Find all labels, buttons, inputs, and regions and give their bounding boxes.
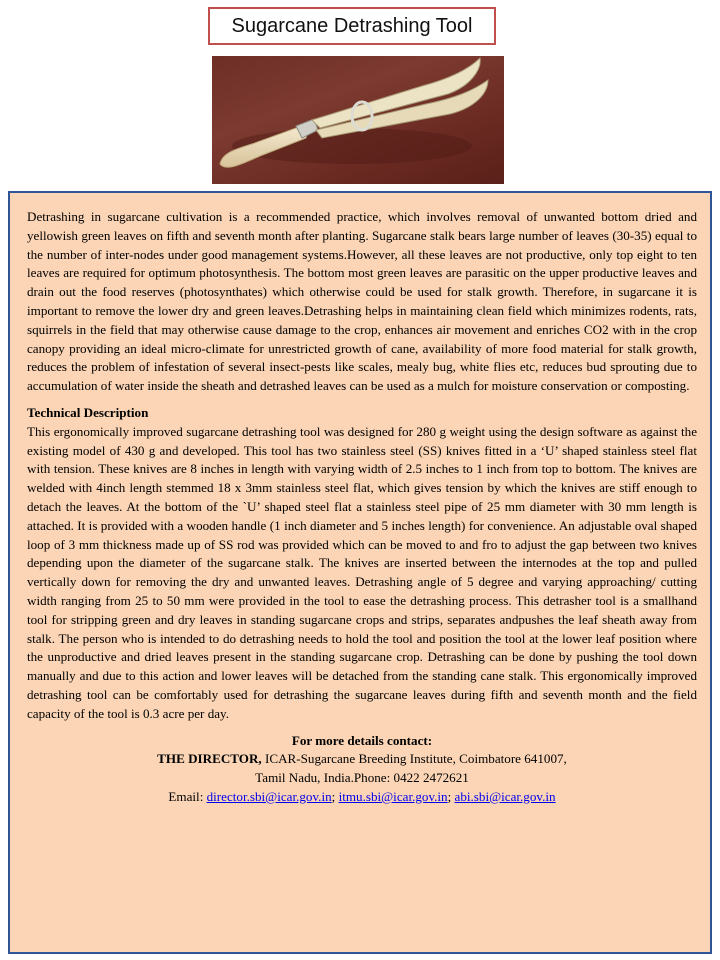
contact-org-line — [27, 750, 697, 769]
email-label: Email: — [168, 788, 207, 804]
contact-org-rest: ICAR-Sugarcane Breeding Institute, Coimbatore 641007, — [261, 751, 567, 767]
contact-email-line — [27, 788, 697, 807]
detrashing-tool-photo — [212, 56, 504, 184]
technical-heading: Technical Description — [27, 404, 149, 420]
email-link-itmu[interactable]: itmu.sbi@icar.gov.in — [338, 788, 448, 804]
email-separator: ; — [331, 788, 339, 804]
detrashing-tool-illustration — [212, 56, 504, 184]
email-link-abi[interactable]: abi.sbi@icar.gov.in — [454, 788, 556, 804]
contact-org-bold: THE DIRECTOR, — [157, 751, 262, 767]
page-title: Sugarcane Detrashing Tool — [231, 14, 473, 37]
contact-address-line: Tamil Nadu, India.Phone: 0422 2472621 — [255, 770, 469, 786]
description-content — [27, 208, 697, 807]
technical-paragraph: This ergonomically improved sugarcane detrashing tool was designed for 280 g weight using the design software as against the existing model of 430 g and developed. This tool has two stainless steel (SS) knives fitted in a ‘U’ shaped stainless steel flat with tension. These knives are 8 inches in length with varying width of 2.5 inches to 1 inch from top to bottom. The knives are welded with 4inch length stemmed 18 x 3mm stainless steel flat, which gives tension by which the knives are stiff enough to detach the leaves. At the bottom of the `U’ shaped steel flat a stainless steel pipe of 25 mm diameter with 30 mm length is attached. It is provided with a wooden handle (1 inch diameter and 5 inches length) for convenience. An adjustable oval shaped loop of 3 mm thickness made up of SS rod was provided which can be moved to and fro to adjust the gap between two knives depending upon the diameter of the sugarcane stalk. The knives are inserted between the internodes at the top and pulled vertically down for removing the dry and unwanted leaves. Detrashing angle of 5 degree and varying approaching/ cutting width ranging from 25 to 50 mm were provided in the tool to ease the detrashing process. This detrasher tool is a smallhand tool for stripping green and dry leaves in standing sugarcane crops and strips, separates andpushes the leaf sheath away from stalk. The person who is intended to do detrashing needs to hold the tool and position the tool at the lower leaf position where the unproductive and dried leaves present in the standing sugarcane crop. Detrashing can be done by pushing the tool down manually and due to this action and lower leaves will be detached from the standing cane stalk. This ergonomically improved detrashing tool can be comfortably used for detrashing the sugarcane leaves during fifth and seventh month and the field capacity of the tool is 0.3 acre per day. — [27, 423, 697, 721]
description-box — [8, 191, 712, 954]
title-box — [208, 7, 496, 45]
email-separator: ; — [447, 788, 455, 804]
email-link-director[interactable]: director.sbi@icar.gov.in — [206, 788, 332, 804]
contact-heading: For more details contact: — [291, 732, 433, 748]
intro-paragraph: Detrashing in sugarcane cultivation is a recommended practice, which involves removal of unwanted bottom dried and yellowish green leaves on fifth and seventh month after planting. Sugarcane stalk bears large number of leaves (30-35) equal to the number of inter-nodes under good management systems.However, all these leaves are not productive, only top eight to ten leaves are required for optimum photosynthesis. The bottom most green leaves are parasitic on the upper productive leaves and drain out the food reserves (photosynthates) which otherwise could be used for stalk growth. Therefore, in sugarcane it is important to remove the lower dry and green leaves.Detrashing helps in maintaining clean field which minimizes rodents, rats, squirrels in the field that may otherwise cause damage to the crop, enhances air movement and enriches CO2 with in the crop canopy providing an ideal micro-climate for unrestricted growth of cane, availability of more food material for stalk growth, reduces the problem of infestation of several insect-pests like scales, mealy bug, white flies etc, reduces bud sprouting due to accumulation of water inside the sheath and detrashed leaves can be used as a mulch for moisture conservation or composting. — [27, 209, 697, 394]
contact-section — [27, 732, 697, 807]
